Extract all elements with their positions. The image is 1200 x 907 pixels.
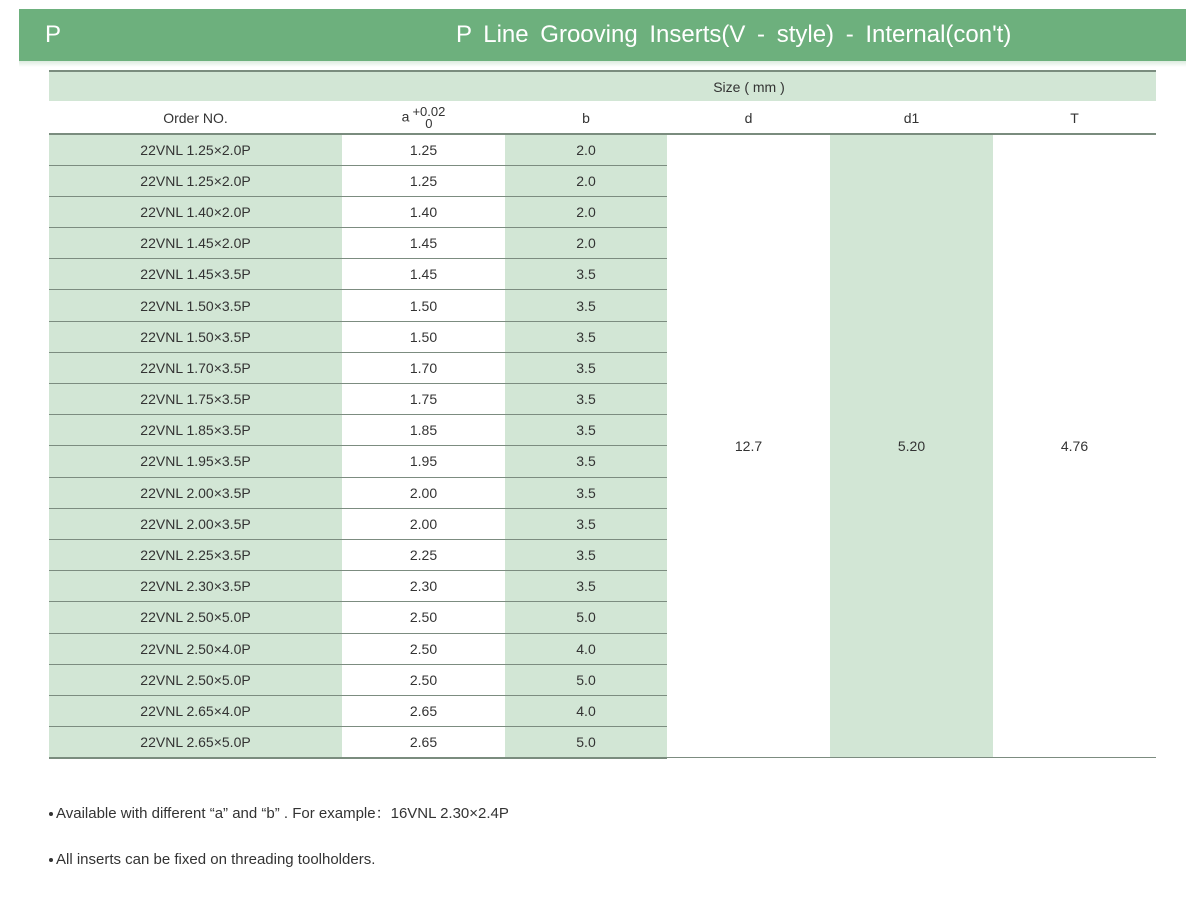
b-value-cell: 3.5 <box>505 508 667 539</box>
col-header-t: T <box>993 102 1156 134</box>
d-value-cell: 12.7 <box>667 134 830 758</box>
b-value-cell: 3.5 <box>505 259 667 290</box>
col-header-b: b <box>505 102 667 134</box>
b-value-cell: 3.5 <box>505 290 667 321</box>
col-header-a-label: a <box>401 108 410 125</box>
b-value-cell: 3.5 <box>505 321 667 352</box>
a-value-cell: 2.65 <box>342 695 505 726</box>
size-header-row <box>49 71 1156 102</box>
a-value-cell: 1.40 <box>342 196 505 227</box>
col-header-d1: d1 <box>830 102 993 134</box>
b-value-cell: 3.5 <box>505 446 667 477</box>
b-value-cell: 3.5 <box>505 477 667 508</box>
order-number-cell: 22VNL 1.45×3.5P <box>49 259 342 290</box>
column-header-row <box>49 102 1156 134</box>
page-title: P Line Grooving Inserts(V - style) - Internal(con't) <box>456 21 1012 48</box>
a-value-cell: 2.65 <box>342 727 505 758</box>
d1-value-cell: 5.20 <box>830 134 993 758</box>
a-value-cell: 1.45 <box>342 259 505 290</box>
b-value-cell: 4.0 <box>505 695 667 726</box>
note-2 <box>49 851 375 868</box>
order-number-cell: 22VNL 1.50×3.5P <box>49 290 342 321</box>
a-value-cell: 2.25 <box>342 539 505 570</box>
a-value-cell: 2.00 <box>342 508 505 539</box>
order-number-cell: 22VNL 2.50×4.0P <box>49 633 342 664</box>
a-value-cell: 2.00 <box>342 477 505 508</box>
b-value-cell: 2.0 <box>505 228 667 259</box>
order-number-cell: 22VNL 2.25×3.5P <box>49 539 342 570</box>
note-1 <box>49 802 509 823</box>
table-body <box>49 134 1156 758</box>
order-number-cell: 22VNL 2.50×5.0P <box>49 664 342 695</box>
b-value-cell: 2.0 <box>505 134 667 165</box>
a-value-cell: 1.50 <box>342 290 505 321</box>
bullet-icon <box>49 812 53 816</box>
b-value-cell: 2.0 <box>505 165 667 196</box>
b-value-cell: 3.5 <box>505 571 667 602</box>
a-value-cell: 2.50 <box>342 633 505 664</box>
order-number-cell: 22VNL 1.95×3.5P <box>49 446 342 477</box>
header-shadow <box>19 61 1186 67</box>
order-number-cell: 22VNL 1.50×3.5P <box>49 321 342 352</box>
size-header-spacer <box>49 71 342 102</box>
a-value-cell: 1.85 <box>342 415 505 446</box>
b-value-cell: 3.5 <box>505 539 667 570</box>
note-1-text: Available with different “a” and “b” . For example：16VNL 2.30×2.4P <box>56 805 509 822</box>
order-number-cell: 22VNL 1.75×3.5P <box>49 384 342 415</box>
a-value-cell: 2.50 <box>342 602 505 633</box>
order-number-cell: 22VNL 2.00×3.5P <box>49 508 342 539</box>
a-value-cell: 1.95 <box>342 446 505 477</box>
b-value-cell: 3.5 <box>505 384 667 415</box>
order-number-cell: 22VNL 1.25×2.0P <box>49 134 342 165</box>
order-number-cell: 22VNL 1.25×2.0P <box>49 165 342 196</box>
t-value-cell: 4.76 <box>993 134 1156 758</box>
a-value-cell: 1.45 <box>342 228 505 259</box>
b-value-cell: 5.0 <box>505 727 667 758</box>
order-number-cell: 22VNL 2.65×5.0P <box>49 727 342 758</box>
col-header-a <box>342 102 505 134</box>
a-value-cell: 2.30 <box>342 571 505 602</box>
a-value-cell: 1.25 <box>342 165 505 196</box>
b-value-cell: 2.0 <box>505 196 667 227</box>
order-number-cell: 22VNL 2.65×4.0P <box>49 695 342 726</box>
spec-table <box>49 70 1156 759</box>
b-value-cell: 4.0 <box>505 633 667 664</box>
a-value-cell: 1.70 <box>342 352 505 383</box>
order-number-cell: 22VNL 1.70×3.5P <box>49 352 342 383</box>
a-value-cell: 1.75 <box>342 384 505 415</box>
b-value-cell: 5.0 <box>505 664 667 695</box>
bullet-icon <box>49 858 53 862</box>
order-number-cell: 22VNL 2.00×3.5P <box>49 477 342 508</box>
note-2-text: All inserts can be fixed on threading toolholders. <box>56 851 376 868</box>
b-value-cell: 3.5 <box>505 352 667 383</box>
a-value-cell: 2.50 <box>342 664 505 695</box>
col-header-d: d <box>667 102 830 134</box>
a-tolerance-upper: +0.02 <box>412 104 446 119</box>
a-value-cell: 1.50 <box>342 321 505 352</box>
order-number-cell: 22VNL 1.45×2.0P <box>49 228 342 259</box>
order-number-cell: 22VNL 2.50×5.0P <box>49 602 342 633</box>
order-number-cell: 22VNL 1.40×2.0P <box>49 196 342 227</box>
b-value-cell: 3.5 <box>505 415 667 446</box>
table-row <box>49 134 1156 165</box>
section-letter: P <box>45 21 62 48</box>
order-number-cell: 22VNL 1.85×3.5P <box>49 415 342 446</box>
a-tolerance-lower: 0 <box>425 116 433 131</box>
order-number-cell: 22VNL 2.30×3.5P <box>49 571 342 602</box>
size-header: Size ( mm ) <box>342 71 1156 102</box>
a-tolerance <box>412 106 445 130</box>
col-header-order: Order NO. <box>49 102 342 134</box>
a-value-cell: 1.25 <box>342 134 505 165</box>
b-value-cell: 5.0 <box>505 602 667 633</box>
header-bar <box>19 9 1186 61</box>
